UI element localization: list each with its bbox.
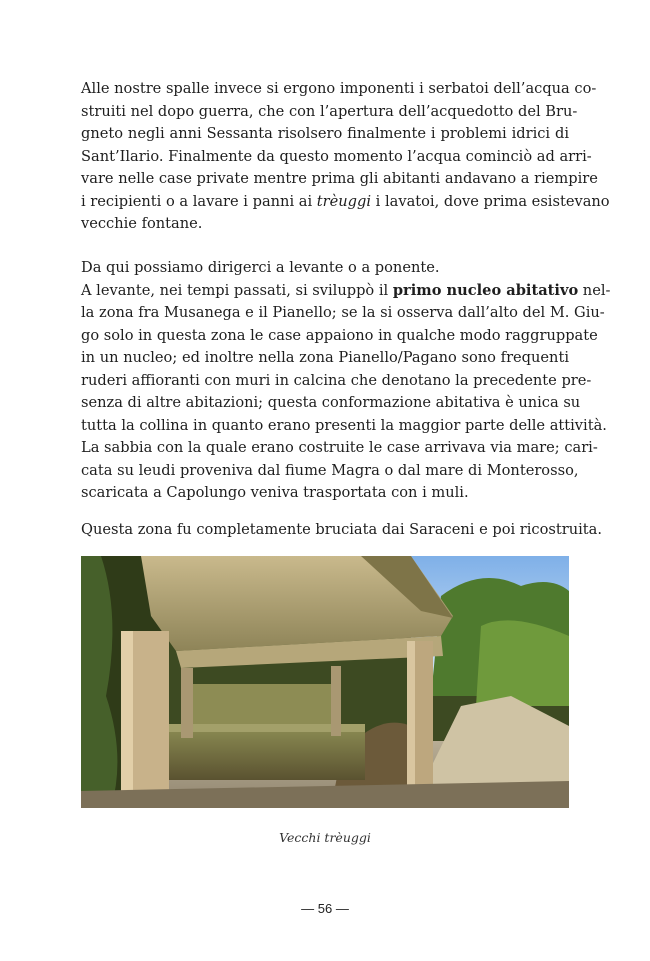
- photo-caption: Vecchi trèuggi: [279, 830, 371, 845]
- wash-house-photo: [81, 556, 569, 808]
- text-line: struiti nel dopo guerra, che con l’apertura dell’acquedotto del Bru-: [81, 102, 578, 120]
- text-line: [81, 280, 611, 303]
- text-line: la zona fra Musanega e il Pianello; se la si osserva dall’alto del M. Giu-: [81, 304, 605, 321]
- text-line: cata su leudi proveniva dal fiume Magra o dal mare di Monterosso,: [81, 461, 579, 479]
- text-line: tutta la collina in quanto erano presenti la maggior parte delle attività.: [81, 416, 607, 434]
- text-line: scaricata a Capolungo veniva trasportata con i muli.: [81, 484, 469, 501]
- text-line: in un nucleo; ed inoltre nella zona Pianello/Pagano sono frequenti: [81, 349, 569, 366]
- text-line: [81, 191, 610, 214]
- page-number: — 56 —: [301, 901, 349, 916]
- text-line: vecchie fontane.: [81, 215, 203, 232]
- text-line: Da qui possiamo dirigerci a levante o a ponente.: [81, 259, 440, 276]
- text-line: Questa zona fu completamente bruciata dai Saraceni e poi ricostruita.: [81, 521, 602, 538]
- paragraph-saracens: [81, 519, 602, 542]
- text-line: vare nelle case private mentre prima gli abitanti andavano a riempire: [81, 170, 598, 187]
- text-fragment: i recipienti o a lavare i panni ai: [81, 192, 317, 210]
- text-fragment: nel-: [578, 281, 611, 299]
- paragraph-directions: [81, 257, 611, 505]
- text-line: Alle nostre spalle invece si ergono imponenti i serbatoi dell’acqua co-: [81, 80, 597, 97]
- text-line: senza di altre abitazioni; questa conformazione abitativa è unica su: [81, 394, 581, 411]
- text-line: gneto negli anni Sessanta risolsero finalmente i problemi idrici di: [81, 125, 569, 142]
- italic-term: trèuggi: [316, 192, 372, 210]
- text-line: Sant’Ilario. Finalmente da questo momento l’acqua cominciò ad arri-: [81, 147, 592, 165]
- text-fragment: i lavatoi, dove prima esistevano: [371, 192, 610, 210]
- text-line: go solo in questa zona le case appaiono in qualche modo raggruppate: [81, 326, 598, 344]
- text-fragment: A levante, nei tempi passati, si sviluppò il: [81, 281, 393, 299]
- bold-term: primo nucleo abitativo: [392, 281, 579, 299]
- paragraph-water-tanks: [81, 78, 610, 236]
- text-line: La sabbia con la quale erano costruite le case arrivava via mare; cari-: [81, 439, 598, 456]
- text-line: ruderi affioranti con muri in calcina che denotano la precedente pre-: [81, 371, 592, 389]
